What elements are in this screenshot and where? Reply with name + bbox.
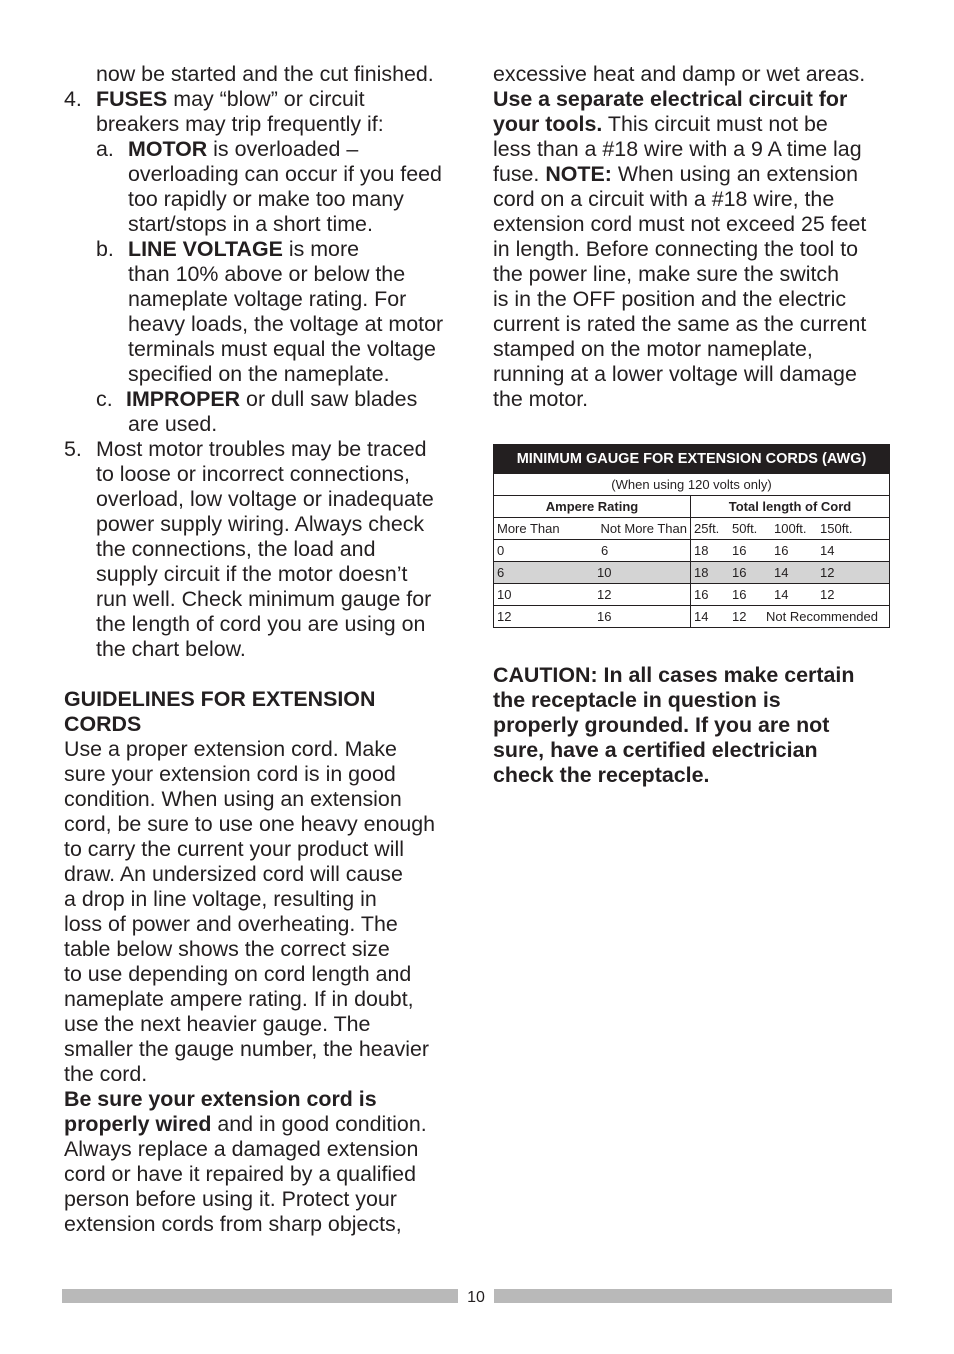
cell-gauge: 18 [694, 565, 709, 580]
text: breakers may trip frequently if: [96, 112, 384, 136]
text: stamped on the motor nameplate, [493, 337, 813, 361]
col-header-length: 50ft. [732, 521, 758, 536]
cell-gauge: 12 [820, 565, 835, 580]
cell-gauge: 16 [774, 543, 789, 558]
extension-cord-table [493, 444, 890, 628]
cell-gauge: 18 [694, 543, 709, 558]
text: the motor. [493, 387, 589, 411]
text: the cord. [64, 1062, 148, 1086]
text: is in the OFF position and the electric [493, 287, 847, 311]
text: in length. Before connecting the tool to [493, 237, 859, 261]
text: to use depending on cord length and [64, 962, 412, 986]
heading-line: GUIDELINES FOR EXTENSION [64, 687, 376, 711]
cell-more: 6 [497, 565, 505, 580]
text: person before using it. Protect your [64, 1187, 397, 1211]
group-header-length: Total length of Cord [691, 496, 890, 518]
text: heavy loads, the voltage at motor [128, 312, 444, 336]
cell-more: 10 [497, 587, 512, 602]
text: the length of cord you are using on [96, 612, 426, 636]
text: cord on a circuit with a #18 wire, the [493, 187, 835, 211]
bold-text: Be sure your extension cord is [64, 1087, 377, 1111]
page-number: 10 [467, 1289, 485, 1306]
table-row [494, 562, 890, 584]
caution-line: the receptacle in question is [493, 688, 781, 712]
cell-gauge: 16 [694, 587, 709, 602]
list-item-5 [64, 437, 464, 662]
cell-gauge: 12 [732, 609, 747, 624]
cell-gauge: 16 [732, 587, 747, 602]
text: cord or have it repaired by a qualified [64, 1162, 416, 1186]
cell-gauge: 16 [732, 565, 747, 580]
caution-line: properly grounded. If you are not [493, 713, 830, 737]
footer-bar-left [62, 1289, 458, 1303]
text: When using an extension [611, 162, 859, 186]
text: condition. When using an extension [64, 787, 402, 811]
text: loss of power and overheating. The [64, 912, 398, 936]
col-header-length: 100ft. [774, 521, 807, 536]
caution-line: check the receptacle. [493, 763, 710, 787]
bold-text: NOTE: [545, 162, 612, 186]
cell-gauge: 14 [694, 609, 709, 624]
bold-term: MOTOR [128, 137, 208, 161]
cell-gauge: 14 [820, 543, 835, 558]
section-heading [64, 687, 464, 737]
bold-text: your tools. [493, 112, 603, 136]
text: running at a lower voltage will damage [493, 362, 857, 386]
sub-label: c. [96, 387, 113, 411]
list-number: 5. [64, 437, 82, 461]
text: is more [282, 237, 359, 261]
guidelines-section [64, 687, 464, 1237]
continued-line: now be started and the cut finished. [96, 62, 434, 86]
text: excessive heat and damp or wet areas. [493, 62, 866, 86]
text: extension cords from sharp objects, [64, 1212, 402, 1236]
table-row [494, 584, 890, 606]
col-header-not-more-than: Not More Than [600, 521, 687, 536]
text: may “blow” or circuit [167, 87, 365, 111]
text: terminals must equal the voltage [128, 337, 436, 361]
cell-gauge: 14 [774, 565, 789, 580]
text: fuse. [493, 162, 546, 186]
text: nameplate ampere rating. If in doubt, [64, 987, 414, 1011]
text: is overloaded – [207, 137, 359, 161]
table-row [494, 606, 890, 628]
sub-item-c [64, 387, 464, 437]
sub-item-a [64, 137, 464, 237]
cell-notmore: 16 [597, 609, 612, 624]
text: are used. [128, 412, 218, 436]
cell-notmore: 10 [597, 565, 612, 580]
table-title: MINIMUM GAUGE FOR EXTENSION CORDS (AWG) [494, 445, 890, 474]
text: sure your extension cord is in good [64, 762, 396, 786]
group-header-ampere: Ampere Rating [494, 496, 691, 518]
list-item-4 [64, 87, 464, 437]
text: to loose or incorrect connections, [96, 462, 410, 486]
bold-term: LINE VOLTAGE [128, 237, 283, 261]
col-header-length: 25ft. [694, 521, 720, 536]
list-number: 4. [64, 87, 82, 111]
text: supply circuit if the motor doesn’t [96, 562, 408, 586]
text: the connections, the load and [96, 537, 376, 561]
cell-more: 0 [497, 543, 505, 558]
text: current is rated the same as the current [493, 312, 867, 336]
text: a drop in line voltage, resulting in [64, 887, 377, 911]
text: than 10% above or below the [128, 262, 406, 286]
text: to carry the current your product will [64, 837, 405, 861]
col-header-length: 150ft. [820, 521, 853, 536]
table-column-headers [494, 518, 890, 540]
cell-gauge: 16 [732, 543, 747, 558]
text: the chart below. [96, 637, 246, 661]
bold-text: properly wired [64, 1112, 212, 1136]
text: Use a proper extension cord. Make [64, 737, 397, 761]
text: Always replace a damaged extension [64, 1137, 419, 1161]
text: specified on the nameplate. [128, 362, 390, 386]
text: cord, be sure to use one heavy enough [64, 812, 436, 836]
text: and in good condition. [211, 1112, 427, 1136]
text: overloading can occur if you feed [128, 162, 442, 186]
cell-notmore: 6 [601, 543, 609, 558]
text: too rapidly or make too many [128, 187, 404, 211]
text: or dull saw blades [240, 387, 418, 411]
left-column [64, 62, 464, 1237]
text: table below shows the correct size [64, 937, 390, 961]
cell-gauge: 12 [820, 587, 835, 602]
text: less than a #18 wire with a 9 A time lag [493, 137, 862, 161]
right-column [493, 62, 893, 412]
text: the power line, make sure the switch [493, 262, 839, 286]
cell-not-recommended: Not Recommended [766, 609, 878, 624]
sub-label: a. [96, 137, 114, 161]
text: overload, low voltage or inadequate [96, 487, 434, 511]
text: nameplate voltage rating. For [128, 287, 407, 311]
cell-more: 12 [497, 609, 512, 624]
text: Most motor troubles may be traced [96, 437, 427, 461]
sub-item-b [64, 237, 464, 387]
text: draw. An undersized cord will cause [64, 862, 403, 886]
bold-term: FUSES [96, 87, 168, 111]
bold-text: Use a separate electrical circuit for [493, 87, 848, 111]
table-row [494, 540, 890, 562]
caution-line: sure, have a certified electrician [493, 738, 818, 762]
caution-line: CAUTION: In all cases make certain [493, 663, 855, 687]
bold-term: IMPROPER [126, 387, 241, 411]
text: power supply wiring. Always check [96, 512, 425, 536]
text: extension cord must not exceed 25 feet [493, 212, 867, 236]
cell-notmore: 12 [597, 587, 612, 602]
caution-notice [493, 663, 893, 788]
table-note: (When using 120 volts only) [494, 474, 890, 496]
heading-line: CORDS [64, 712, 142, 736]
text: This circuit must not be [602, 112, 828, 136]
sub-label: b. [96, 237, 114, 261]
text: start/stops in a short time. [128, 212, 373, 236]
footer-bar-right [494, 1289, 892, 1303]
col-header-more-than: More Than [497, 521, 560, 536]
text: smaller the gauge number, the heavier [64, 1037, 430, 1061]
cell-gauge: 14 [774, 587, 789, 602]
text: run well. Check minimum gauge for [96, 587, 432, 611]
text: use the next heavier gauge. The [64, 1012, 371, 1036]
